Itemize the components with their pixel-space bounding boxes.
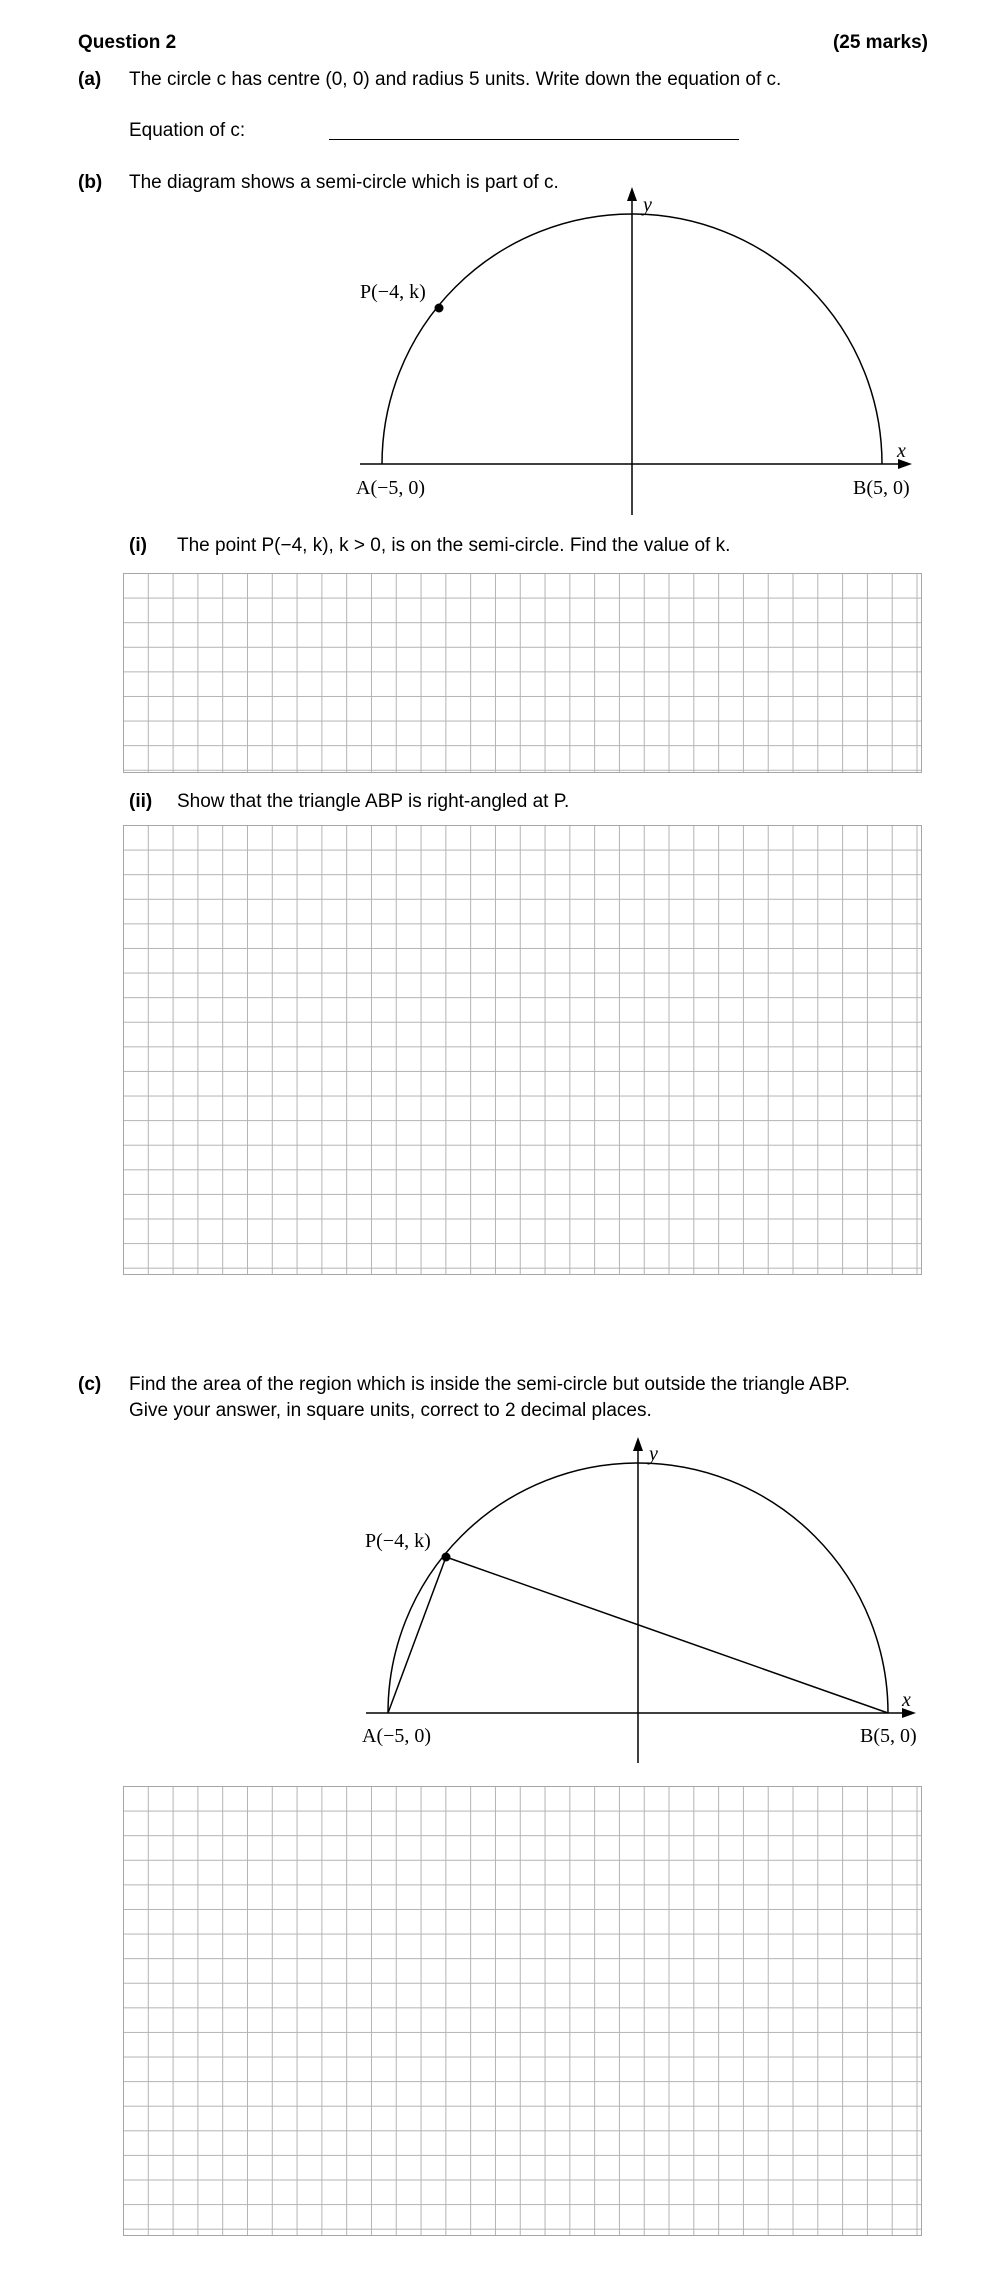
part-b-ii-text: Show that the triangle ABP is right-angled at P. bbox=[177, 791, 570, 812]
part-b-ii-label: (ii) bbox=[129, 791, 153, 812]
triangle-side-pa bbox=[388, 1557, 446, 1713]
part-c-label: (c) bbox=[78, 1374, 102, 1395]
point-p-dot bbox=[435, 304, 444, 313]
point-p-label: P(−4, k) bbox=[360, 281, 426, 303]
y-axis-label: y bbox=[643, 194, 652, 216]
semicircle-diagram bbox=[0, 0, 994, 540]
part-b-i-label: (i) bbox=[129, 535, 147, 556]
part-c-text-line1: Find the area of the region which is inside the semi-circle but outside the triangle ABP. bbox=[129, 1374, 850, 1395]
y-axis-arrow-icon bbox=[633, 1437, 643, 1451]
point-a-label: A(−5, 0) bbox=[356, 477, 426, 499]
x-axis-label: x bbox=[897, 440, 906, 462]
part-a-text: The circle c has centre (0, 0) and radius 5 units. Write down the equation of c. bbox=[129, 69, 782, 90]
part-b-label: (b) bbox=[78, 172, 103, 193]
x-axis-label: x bbox=[902, 1689, 911, 1711]
point-b-label: B(5, 0) bbox=[853, 477, 910, 499]
part-a-answer-label: Equation of c: bbox=[129, 120, 246, 141]
y-axis-arrow-icon bbox=[627, 187, 637, 201]
point-p-label: P(−4, k) bbox=[365, 1530, 431, 1552]
question-title: Question 2 bbox=[78, 32, 177, 53]
answer-grid-b-i[interactable] bbox=[123, 573, 922, 773]
point-p-dot bbox=[442, 1553, 451, 1562]
question-marks: (25 marks) bbox=[832, 32, 928, 53]
part-b-i-text: The point P(−4, k), k > 0, is on the semi-circle. Find the value of k. bbox=[177, 535, 731, 556]
part-b-text: The diagram shows a semi-circle which is part of c. bbox=[129, 172, 559, 193]
point-a-label: A(−5, 0) bbox=[362, 1725, 432, 1747]
answer-grid-c[interactable] bbox=[123, 1786, 922, 2236]
part-a-label: (a) bbox=[78, 69, 102, 90]
part-c-text-line2: Give your answer, in square units, correct to 2 decimal places. bbox=[129, 1400, 652, 1421]
triangle-side-pb bbox=[446, 1557, 888, 1713]
y-axis-label: y bbox=[649, 1443, 658, 1465]
answer-grid-b-ii[interactable] bbox=[123, 825, 922, 1275]
triangle-diagram bbox=[0, 1400, 994, 1780]
point-b-label: B(5, 0) bbox=[860, 1725, 917, 1747]
